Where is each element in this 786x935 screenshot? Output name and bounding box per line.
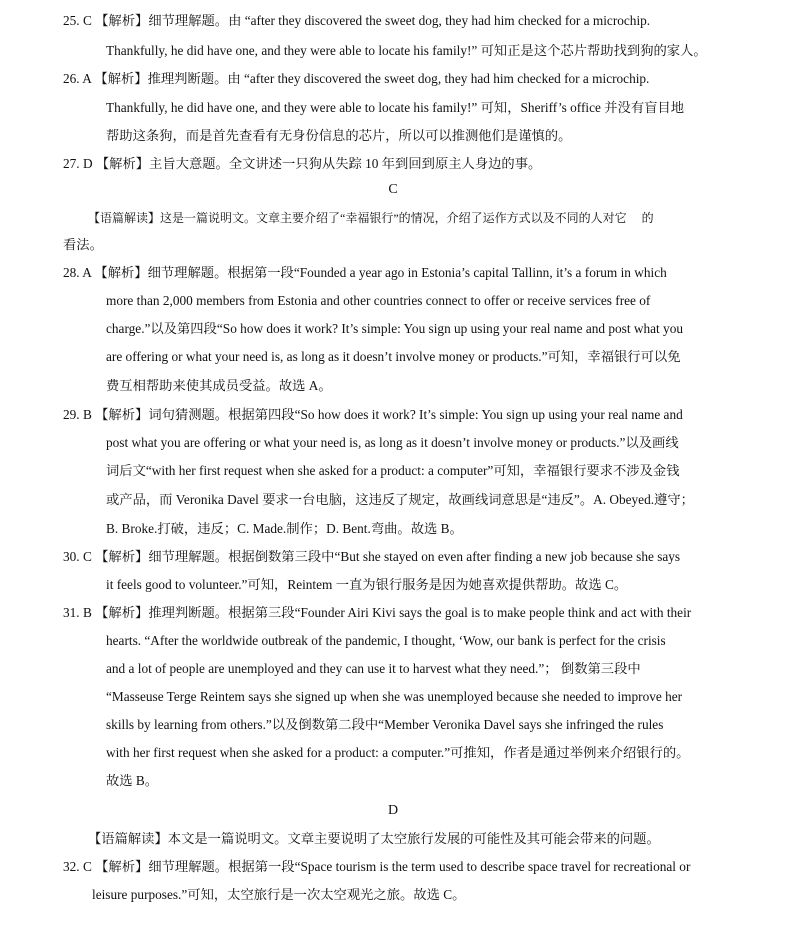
item-26-line-2: Thankfully, he did have one, and they were able to locate his family!” 可知，Sheriff’s office 并没有盲目地 xyxy=(106,100,685,115)
item-29-line-1: 29. B 【解析】词句猜测题。根据第四段“So how does it work? It’s simple: You sign up using your real name and xyxy=(63,407,683,422)
item-29-line-2: post what you are offering or what your need is, as long as it doesn’t involve money or products.”以及画线 xyxy=(106,435,679,450)
item-31-line-7: 故选 B。 xyxy=(106,773,159,788)
section-d-intro: 【语篇解读】本文是一篇说明文。文章主要说明了太空旅行发展的可能性及其可能会带来的问题。 xyxy=(88,831,660,846)
item-28-line-1: 28. A 【解析】细节理解题。根据第一段“Founded a year ago in Estonia’s capital Tallinn, it’s a forum in which xyxy=(63,265,667,280)
item-32-line-1: 32. C 【解析】细节理解题。根据第一段“Space tourism is the term used to describe space travel for recreational or xyxy=(63,859,691,874)
section-d-heading: D xyxy=(387,803,399,818)
item-28-line-5: 费互相帮助来使其成员受益。故选 A。 xyxy=(106,378,332,393)
item-30-line-2: it feels good to volunteer.”可知，Reintem 一直为银行服务是因为她喜欢提供帮助。故选 C。 xyxy=(106,577,628,592)
item-25-line-2: Thankfully, he did have one, and they were able to locate his family!” 可知正是这个芯片帮助找到狗的家人。 xyxy=(106,43,707,58)
item-29-line-4: 或产品，而 Veronika Davel 要求一台电脑，这违反了规定，故画线词意思是“违反”。A. Obeyed.遵守； xyxy=(106,492,694,507)
item-31-line-6: with her first request when she asked for a product: a computer.”可推知，作者是通过举例来介绍银行的。 xyxy=(106,745,690,760)
item-26-line-3: 帮助这条狗，而是首先查看有无身份信息的芯片，所以可以推测他们是谨慎的。 xyxy=(106,128,572,143)
item-28-line-3: charge.”以及第四段“So how does it work? It’s simple: You sign up using your real name and post what you xyxy=(106,321,683,336)
item-30-line-1: 30. C 【解析】细节理解题。根据倒数第三段中“But she stayed on even after finding a new job because she says xyxy=(63,549,681,564)
section-c-intro-line-1: 【语篇解读】这是一篇说明文。文章主要介绍了“幸福银行”的情况，介绍了运作方式以及不同的人对它 的 xyxy=(88,211,654,225)
item-28-line-4: are offering or what your need is, as long as it doesn’t involve money or products.”可知，幸福银行可以免 xyxy=(106,349,681,364)
section-c-intro-line-2: 看法。 xyxy=(63,237,103,252)
item-31-line-2: hearts. “After the worldwide outbreak of the pandemic, I thought, ‘Wow, our bank is perfect for the crisis xyxy=(106,633,666,648)
item-31-line-1: 31. B 【解析】推理判断题。根据第三段“Founder Airi Kivi says the goal is to make people think and act with their xyxy=(63,605,692,620)
item-27-line-1: 27. D 【解析】主旨大意题。全文讲述一只狗从失踪 10 年到回到原主人身边的事。 xyxy=(63,156,542,171)
item-32-line-2: leisure purposes.”可知，太空旅行是一次太空观光之旅。故选 C。 xyxy=(92,887,466,902)
item-25-line-1: 25. C 【解析】细节理解题。由 “after they discovered the sweet dog, they had him checked for a microchip. xyxy=(63,13,651,28)
item-28-line-2: more than 2,000 members from Estonia and other countries connect to offer or receive services free of xyxy=(106,293,651,308)
item-26-line-1: 26. A 【解析】推理判断题。由 “after they discovered the sweet dog, they had him checked for a microchip. xyxy=(63,71,650,86)
item-31-line-5: skills by learning from others.”以及倒数第二段中“Member Veronika Davel says she infringed the rules xyxy=(106,717,664,732)
item-31-line-4: “Masseuse Terge Reintem says she signed up when she was unemployed because she needed to improve her xyxy=(106,689,683,704)
item-29-line-5: B. Broke.打破，违反；C. Made.制作；D. Bent.弯曲。故选 B。 xyxy=(106,521,463,536)
item-31-line-3: and a lot of people are unemployed and they can use it to harvest what they need.”； 倒数第三段中 xyxy=(106,661,641,676)
section-c-heading: C xyxy=(388,182,398,197)
item-29-line-3: 词后文“with her first request when she asked for a product: a computer”可知，幸福银行要求不涉及金钱 xyxy=(106,463,680,478)
